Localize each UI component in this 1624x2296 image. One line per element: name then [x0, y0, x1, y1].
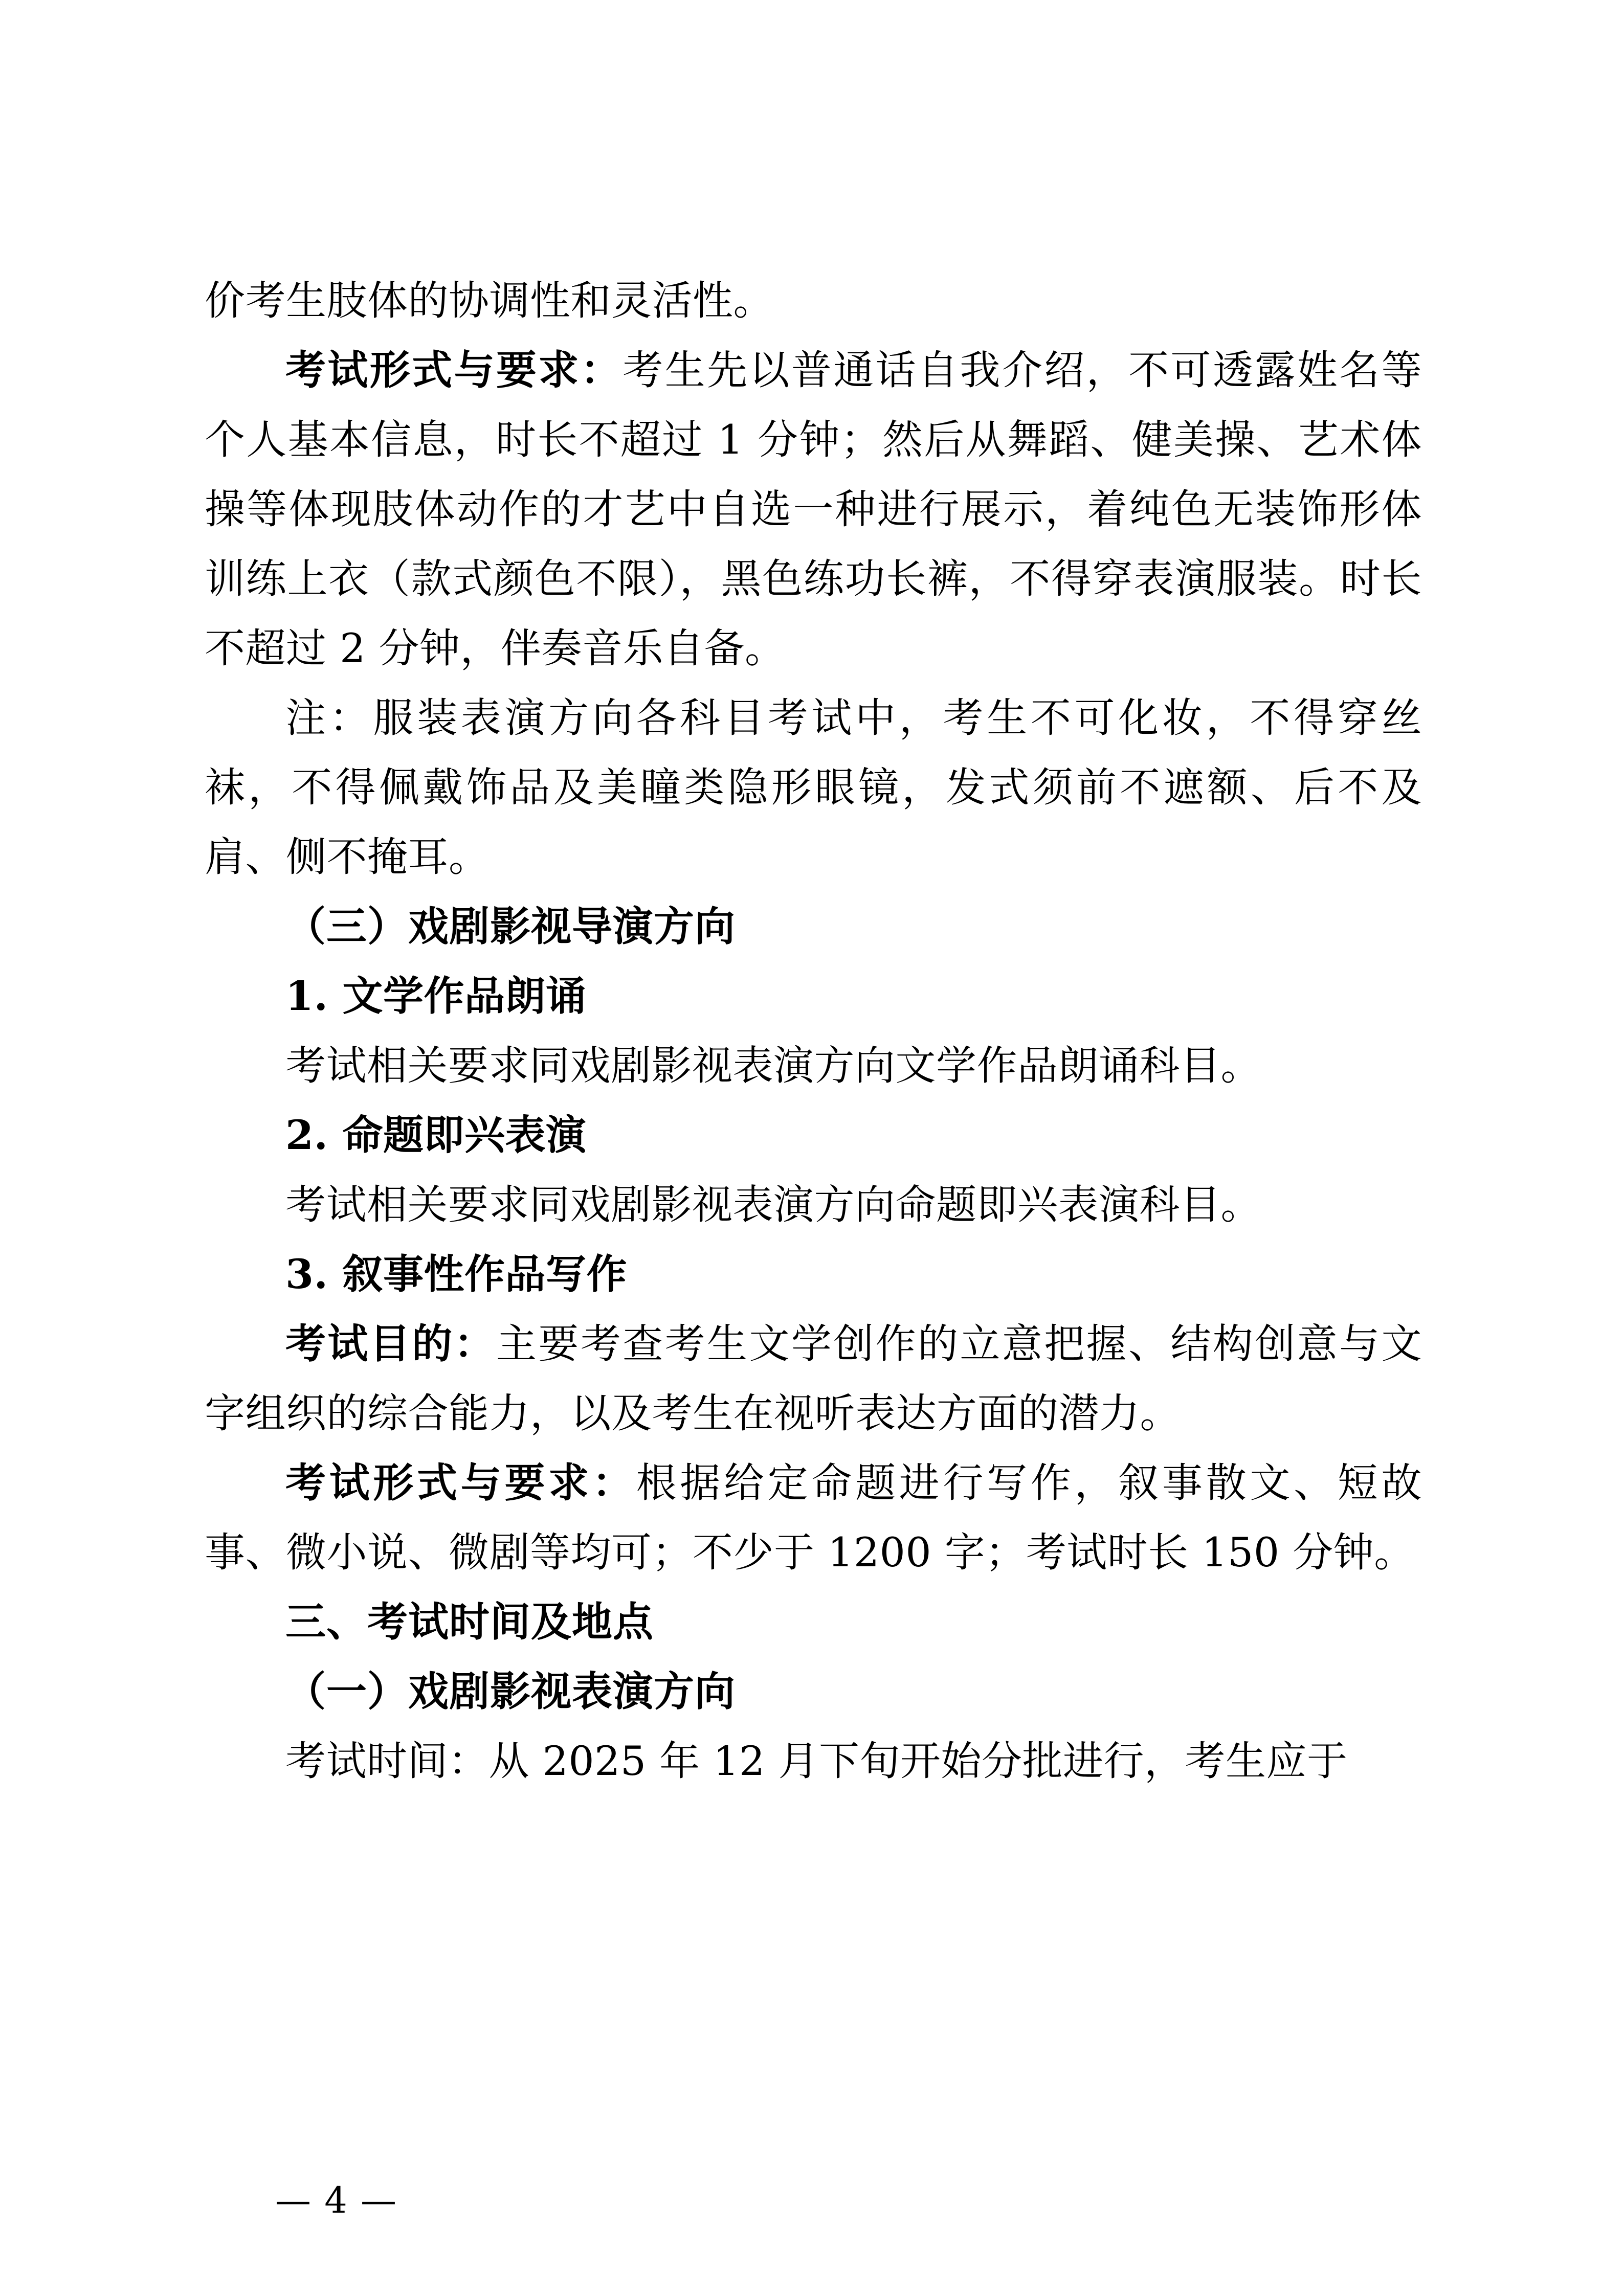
page-number-value: — 4 —: [275, 2179, 398, 2221]
subheading-improvised-performance: 2. 命题即兴表演: [285, 1111, 587, 1159]
label-writing-format-requirements: 考试形式与要求：: [285, 1459, 636, 1506]
heading-section-three-directing: （三）戏剧影视导演方向: [285, 903, 736, 950]
label-exam-purpose: 考试目的：: [285, 1320, 497, 1367]
paragraph-exam-format-requirements: [205, 335, 1422, 683]
text-exam-format-requirements: 考生先以普通话自我介绍，不可透露姓名等个人基本信息，时长不超过 1 分钟；然后从舞蹈、健美操、艺术体操等体现肢体动作的才艺中自选一种进行展示，着纯色无装饰形体训练上衣（款式颜色不限），黑色练功长裤，不得穿表演服装。时长不超过 2 分钟，伴奏音乐自备。: [205, 347, 1422, 672]
paragraph-literary-recitation-body: 考试相关要求同戏剧影视表演方向文学作品朗诵科目。: [285, 1042, 1261, 1089]
paragraph-continuation: 价考生肢体的协调性和灵活性。: [205, 277, 774, 324]
paragraph-note: 注：服装表演方向各科目考试中，考生不可化妆，不得穿丝袜，不得佩戴饰品及美瞳类隐形眼镜，发式须前不遮额、后不及肩、侧不掩耳。: [205, 694, 1422, 881]
heading-section-one-acting: （一）戏剧影视表演方向: [285, 1668, 736, 1715]
text-exam-purpose: 主要考查考生文学创作的立意把握、结构创意与文字组织的综合能力，以及考生在视听表达方面的潜力。: [205, 1320, 1422, 1437]
paragraph-exam-purpose: [205, 1309, 1422, 1448]
paragraph-writing-format-requirements: [205, 1448, 1422, 1587]
subheading-narrative-writing: 3. 叙事性作品写作: [285, 1250, 627, 1298]
paragraph-exam-time: 考试时间：从 2025 年 12 月下旬开始分批进行，考生应于: [285, 1738, 1348, 1785]
paragraph-improvised-performance-body: 考试相关要求同戏剧影视表演方向命题即兴表演科目。: [285, 1181, 1261, 1228]
text-writing-format-requirements: 根据给定命题进行写作，叙事散文、短故事、微小说、微剧等均可；不少于 1200 字；考试时长 150 分钟。: [205, 1459, 1422, 1576]
heading-exam-time-and-place: 三、考试时间及地点: [285, 1598, 654, 1646]
subheading-literary-recitation: 1. 文学作品朗诵: [285, 972, 587, 1020]
label-exam-format-requirements: 考试形式与要求：: [285, 346, 623, 394]
document-body: [205, 266, 1422, 1796]
page-number: [0, 2179, 1624, 2221]
